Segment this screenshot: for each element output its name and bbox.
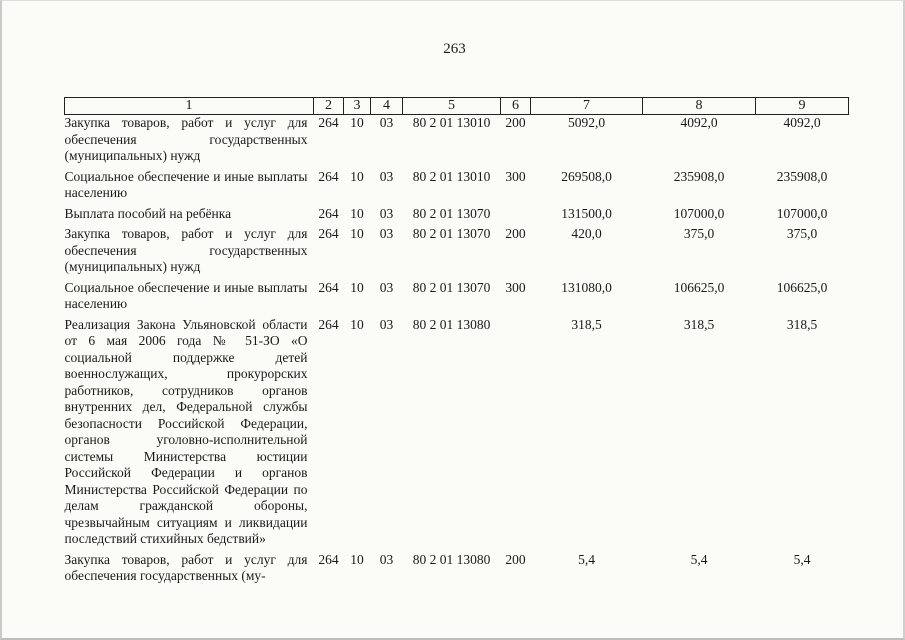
row-name: Закупка товаров, работ и услуг для обеспечения государственных (муниципальных) нужд <box>64 226 308 274</box>
row-amount-col9: 318,5 <box>786 316 818 332</box>
column-header-9: 9 <box>756 98 849 115</box>
table-body <box>65 115 849 585</box>
header-row <box>65 98 849 115</box>
row-amount-col7: 131080,0 <box>561 279 612 295</box>
table-row <box>65 317 849 548</box>
row-amount-col9: 375,0 <box>786 226 818 241</box>
row-section: 10 <box>350 551 364 567</box>
row-name: Социальное обеспечение и иные выплаты населению <box>64 168 308 200</box>
row-name: Социальное обеспечение и иные выплаты населению <box>64 279 308 311</box>
budget-table <box>64 97 849 585</box>
column-header-2: 2 <box>314 98 344 115</box>
row-amount-col9: 5,4 <box>793 551 811 567</box>
row-target-article: 80 2 01 13070 <box>412 279 491 295</box>
row-amount-col7: 5,4 <box>578 551 595 567</box>
row-name: Выплата пособий на ребёнка <box>64 205 232 221</box>
column-header-1: 1 <box>65 98 314 115</box>
row-section: 10 <box>350 115 364 130</box>
table-row <box>65 280 849 313</box>
row-subsection: 03 <box>379 205 394 221</box>
row-section: 10 <box>350 226 364 241</box>
column-header-5: 5 <box>403 98 501 115</box>
table-row <box>65 169 849 202</box>
row-expense-type: 200 <box>505 115 526 130</box>
row-name: Закупка товаров, работ и услуг для обеспечения государственных (муниципальных) нужд <box>64 115 308 163</box>
table-row <box>65 552 849 585</box>
row-amount-col8: 107000,0 <box>673 205 725 221</box>
page-number: 263 <box>443 41 466 57</box>
row-target-article: 80 2 01 13070 <box>412 226 491 241</box>
row-target-article: 80 2 01 13070 <box>412 205 491 221</box>
row-subsection: 03 <box>379 551 394 567</box>
column-header-6: 6 <box>501 98 531 115</box>
row-code-admin: 264 <box>318 551 339 567</box>
row-target-article: 80 2 01 13010 <box>412 168 491 184</box>
row-subsection: 03 <box>379 115 394 130</box>
row-section: 10 <box>350 279 364 295</box>
row-amount-col8: 5,4 <box>690 551 708 567</box>
row-amount-col9: 235908,0 <box>776 168 828 184</box>
column-header-8: 8 <box>643 98 756 115</box>
row-code-admin: 264 <box>318 279 339 295</box>
column-header-4: 4 <box>371 98 403 115</box>
row-amount-col8: 106625,0 <box>673 279 725 295</box>
row-subsection: 03 <box>379 226 394 241</box>
row-code-admin: 264 <box>318 205 339 221</box>
row-target-article: 80 2 01 13010 <box>412 115 491 130</box>
row-subsection: 03 <box>379 316 394 332</box>
row-amount-col8: 4092,0 <box>680 115 718 130</box>
row-amount-col7: 420,0 <box>571 226 602 241</box>
row-section: 10 <box>350 316 364 332</box>
row-section: 10 <box>350 168 364 184</box>
row-code-admin: 264 <box>318 316 339 332</box>
row-name: Реализация Закона Ульяновской области от 6 мая 2006 года № 51-ЗО «О социальной поддержке детей военнослужащих, прокурорских работников, сотрудников органов внутренних дел, Федеральной службы безопасности Российской Федерации, органов уголовно-исполнительной системы Министерства юстиции Российской Федерации и органов Министерства Российской Федерации по делам гражданской обороны, чрезвычайным ситуациям и ликвидации последствий стихийных бедствий» <box>64 316 308 546</box>
row-amount-col8: 375,0 <box>683 226 715 241</box>
row-expense-type: 300 <box>505 168 526 184</box>
row-amount-col7: 5092,0 <box>567 115 606 130</box>
row-expense-type: 300 <box>505 279 526 295</box>
row-name: Закупка товаров, работ и услуг для обеспечения государственных (му- <box>64 551 308 583</box>
row-expense-type <box>501 317 531 548</box>
column-header-7: 7 <box>531 98 643 115</box>
row-target-article: 80 2 01 13080 <box>412 551 491 567</box>
row-target-article: 80 2 01 13080 <box>412 316 491 332</box>
row-expense-type: 200 <box>505 551 526 567</box>
row-code-admin: 264 <box>318 168 339 184</box>
table-row <box>65 206 849 223</box>
row-amount-col9: 4092,0 <box>783 115 821 130</box>
row-amount-col8: 235908,0 <box>673 168 725 184</box>
table-row <box>65 115 849 165</box>
row-amount-col8: 318,5 <box>683 316 715 332</box>
row-amount-col7: 318,5 <box>571 316 602 332</box>
row-subsection: 03 <box>379 279 394 295</box>
row-expense-type: 200 <box>505 226 526 241</box>
table-header <box>65 98 849 115</box>
budget-table-container <box>64 97 848 585</box>
row-subsection: 03 <box>379 168 394 184</box>
table-row <box>65 226 849 276</box>
row-amount-col7: 269508,0 <box>561 168 612 184</box>
row-amount-col9: 106625,0 <box>776 279 828 295</box>
row-amount-col9: 107000,0 <box>776 205 828 221</box>
row-code-admin: 264 <box>318 115 339 130</box>
row-code-admin: 264 <box>318 226 339 241</box>
row-section: 10 <box>350 205 364 221</box>
row-amount-col7: 131500,0 <box>561 205 612 221</box>
row-expense-type <box>501 206 531 223</box>
column-header-3: 3 <box>344 98 371 115</box>
